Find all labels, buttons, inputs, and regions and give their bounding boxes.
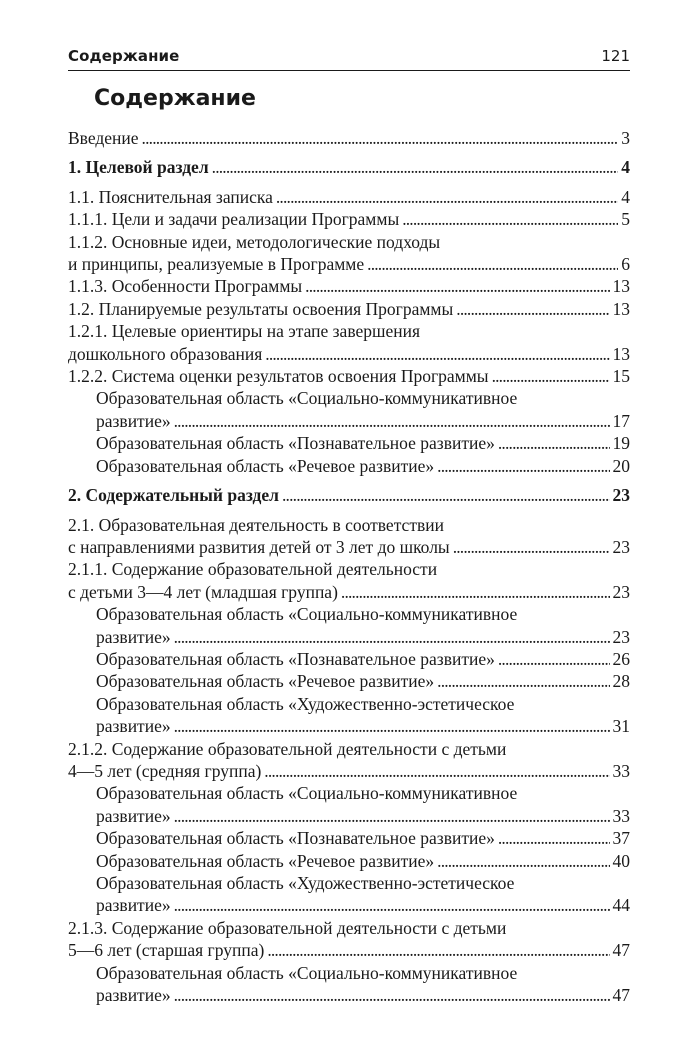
dot-leader	[174, 410, 610, 432]
toc-entry-row	[68, 156, 630, 178]
dot-leader	[174, 715, 610, 737]
dot-leader	[174, 805, 610, 827]
toc-entry-row	[96, 984, 630, 1006]
toc-entry	[68, 514, 630, 559]
toc-entry	[68, 365, 630, 387]
toc-entry-title-line: Образовательная область «Познавательное развитие»	[96, 433, 495, 454]
toc-entry-page: 28	[612, 671, 630, 692]
toc-entry	[68, 186, 630, 208]
toc-entry-row	[68, 298, 630, 320]
dot-leader	[456, 298, 609, 320]
toc-entry-page: 23	[612, 581, 630, 602]
toc-entry-page: 20	[612, 455, 630, 476]
toc-entry-row	[96, 410, 630, 432]
dot-leader	[267, 939, 609, 961]
toc-entry	[68, 693, 630, 738]
toc-entry-row	[96, 827, 630, 849]
dot-leader	[282, 484, 610, 506]
toc-entry	[68, 156, 630, 178]
toc-entry-row	[96, 894, 630, 916]
toc-entry-page: 13	[612, 298, 630, 319]
toc-entry-title-line: 1. Целевой раздел	[68, 157, 209, 178]
toc-entry-row	[96, 626, 630, 648]
toc-entry-row	[96, 648, 630, 670]
dot-leader	[174, 984, 610, 1006]
toc-entry-page: 33	[612, 760, 630, 781]
toc-entry-title-line: Образовательная область «Социально-коммуникативное	[96, 962, 518, 983]
dot-leader	[264, 760, 609, 782]
toc-entry-page: 40	[612, 850, 630, 871]
toc-entry-row	[96, 455, 630, 477]
toc-entry-title-line: дошкольного образования	[68, 343, 263, 364]
running-head	[68, 44, 630, 71]
toc-entry-title-line: Образовательная область «Социально-коммуникативное	[96, 388, 518, 409]
toc-entry-page: 4	[621, 157, 630, 178]
dot-leader	[212, 156, 619, 178]
toc-entry-title-line: с детьми 3—4 лет (младшая группа)	[68, 581, 338, 602]
toc-entry-title-line: 1.1.3. Особенности Программы	[68, 276, 303, 297]
toc-entry	[68, 827, 630, 849]
dot-leader	[498, 432, 610, 454]
toc-heading: Содержание	[94, 86, 256, 111]
toc-entry-page: 26	[612, 648, 630, 669]
toc-entry-title-line: развитие»	[96, 985, 171, 1006]
toc-entry-title-line: 2.1.2. Содержание образовательной деятельности с детьми	[68, 738, 507, 759]
toc-entry-page: 31	[612, 716, 630, 737]
toc-entry-row	[68, 127, 630, 149]
toc-entry-title-line: Введение	[68, 128, 139, 148]
toc-entry-title-line: развитие»	[96, 895, 171, 916]
toc-entry-row	[68, 939, 630, 961]
dot-leader	[174, 626, 610, 648]
dot-leader	[437, 670, 609, 692]
toc-entry-title-line: Образовательная область «Познавательное развитие»	[96, 828, 495, 849]
toc-entry-title-line: 2.1.3. Содержание образовательной деятельности с детьми	[68, 917, 507, 938]
running-head-title: Содержание	[68, 47, 180, 65]
toc-entry-title-line: Образовательная область «Художественно-эстетическое	[96, 693, 515, 714]
toc-entry-title-line: 1.1.2. Основные идеи, методологические подходы	[68, 231, 441, 252]
toc-entry-title-line: 4—5 лет (средняя группа)	[68, 760, 262, 781]
dot-leader	[265, 343, 609, 365]
toc-entry-page: 33	[612, 805, 630, 826]
toc-entry	[68, 558, 630, 603]
toc-entry-page: 13	[612, 343, 630, 364]
toc-entry-row	[68, 275, 630, 297]
table-of-contents	[68, 127, 630, 1006]
toc-entry-row	[68, 581, 630, 603]
toc-entry-title-line: и принципы, реализуемые в Программе	[68, 254, 365, 275]
toc-entry-title-line: с направлениями развития детей от 3 лет до школы	[68, 536, 450, 557]
toc-entry-page: 3	[621, 128, 630, 148]
toc-entry	[68, 298, 630, 320]
toc-entry-title-line: 2. Содержательный раздел	[68, 485, 279, 506]
toc-entry-row	[68, 536, 630, 558]
toc-entry-page: 17	[612, 410, 630, 431]
toc-entry	[68, 850, 630, 872]
toc-entry-row	[68, 253, 630, 275]
toc-entry-page: 23	[612, 626, 630, 647]
toc-entry-row	[96, 670, 630, 692]
toc-entry	[68, 208, 630, 230]
toc-entry-title-line: 1.2.2. Система оценки результатов освоения Программы	[68, 366, 489, 387]
toc-entry-title-line: развитие»	[96, 716, 171, 737]
dot-leader	[142, 127, 619, 149]
dot-leader	[498, 648, 610, 670]
toc-entry-row	[68, 760, 630, 782]
toc-entry-title-line: Образовательная область «Речевое развитие»	[96, 850, 435, 871]
toc-entry-page: 4	[621, 186, 630, 207]
toc-entry	[68, 872, 630, 917]
toc-entry-page: 19	[612, 433, 630, 454]
dot-leader	[276, 186, 618, 208]
toc-entry-title-line: 2.1.1. Содержание образовательной деятельности	[68, 559, 438, 580]
dot-leader	[498, 827, 610, 849]
toc-entry-title-line: 1.2.1. Целевые ориентиры на этапе завершения	[68, 321, 421, 342]
toc-entry-page: 37	[612, 828, 630, 849]
toc-entry-row	[68, 365, 630, 387]
toc-entry-page: 23	[612, 536, 630, 557]
toc-entry	[68, 670, 630, 692]
page-number: 121	[601, 47, 630, 65]
toc-entry-title-line: Образовательная область «Художественно-эстетическое	[96, 873, 515, 893]
toc-entry-row	[68, 208, 630, 230]
toc-entry-title-line: Образовательная область «Речевое развитие»	[96, 455, 435, 476]
toc-entry-page: 15	[612, 366, 630, 387]
dot-leader	[402, 208, 618, 230]
toc-entry	[68, 603, 630, 648]
toc-entry-title-line: Образовательная область «Социально-коммуникативное	[96, 783, 518, 804]
toc-entry-title-line: развитие»	[96, 805, 171, 826]
toc-entry	[68, 275, 630, 297]
toc-entry	[68, 127, 630, 149]
toc-entry-page: 47	[612, 940, 630, 961]
toc-entry-page: 5	[621, 209, 630, 230]
dot-leader	[453, 536, 610, 558]
toc-entry-title-line: развитие»	[96, 410, 171, 431]
toc-entry-row	[96, 715, 630, 737]
toc-entry-page: 23	[612, 485, 630, 506]
toc-entry	[68, 962, 630, 1007]
toc-entry-page: 47	[612, 985, 630, 1006]
toc-entry	[68, 320, 630, 365]
toc-entry-row	[96, 805, 630, 827]
toc-entry-title-line: Образовательная область «Речевое развитие»	[96, 671, 435, 692]
toc-entry-row	[68, 186, 630, 208]
toc-entry	[68, 387, 630, 432]
toc-entry	[68, 231, 630, 276]
toc-entry-row	[96, 432, 630, 454]
dot-leader	[492, 365, 610, 387]
toc-entry-page: 13	[612, 276, 630, 297]
dot-leader	[174, 894, 610, 916]
dot-leader	[437, 455, 609, 477]
toc-entry	[68, 484, 630, 506]
toc-entry	[68, 455, 630, 477]
toc-entry-row	[68, 484, 630, 506]
toc-entry-title-line: 2.1. Образовательная деятельность в соответствии	[68, 514, 444, 535]
toc-entry-title-line: Образовательная область «Социально-коммуникативное	[96, 604, 518, 625]
toc-entry-page: 44	[612, 895, 630, 916]
toc-entry-title-line: развитие»	[96, 626, 171, 647]
toc-entry	[68, 432, 630, 454]
toc-entry	[68, 738, 630, 783]
toc-entry-title-line: 1.1. Пояснительная записка	[68, 186, 273, 207]
toc-entry-title-line: Образовательная область «Познавательное развитие»	[96, 648, 495, 669]
dot-leader	[341, 581, 610, 603]
toc-entry-title-line: 1.1.1. Цели и задачи реализации Программы	[68, 209, 400, 230]
toc-entry	[68, 782, 630, 827]
dot-leader	[437, 850, 609, 872]
dot-leader	[305, 275, 609, 297]
toc-entry-row	[96, 850, 630, 872]
toc-entry-title-line: 1.2. Планируемые результаты освоения Программы	[68, 298, 454, 319]
toc-entry-title-line: 5—6 лет (старшая группа)	[68, 940, 265, 961]
toc-entry-page: 6	[621, 254, 630, 275]
toc-entry	[68, 648, 630, 670]
toc-entry-row	[68, 343, 630, 365]
dot-leader	[367, 253, 618, 275]
toc-entry	[68, 917, 630, 962]
